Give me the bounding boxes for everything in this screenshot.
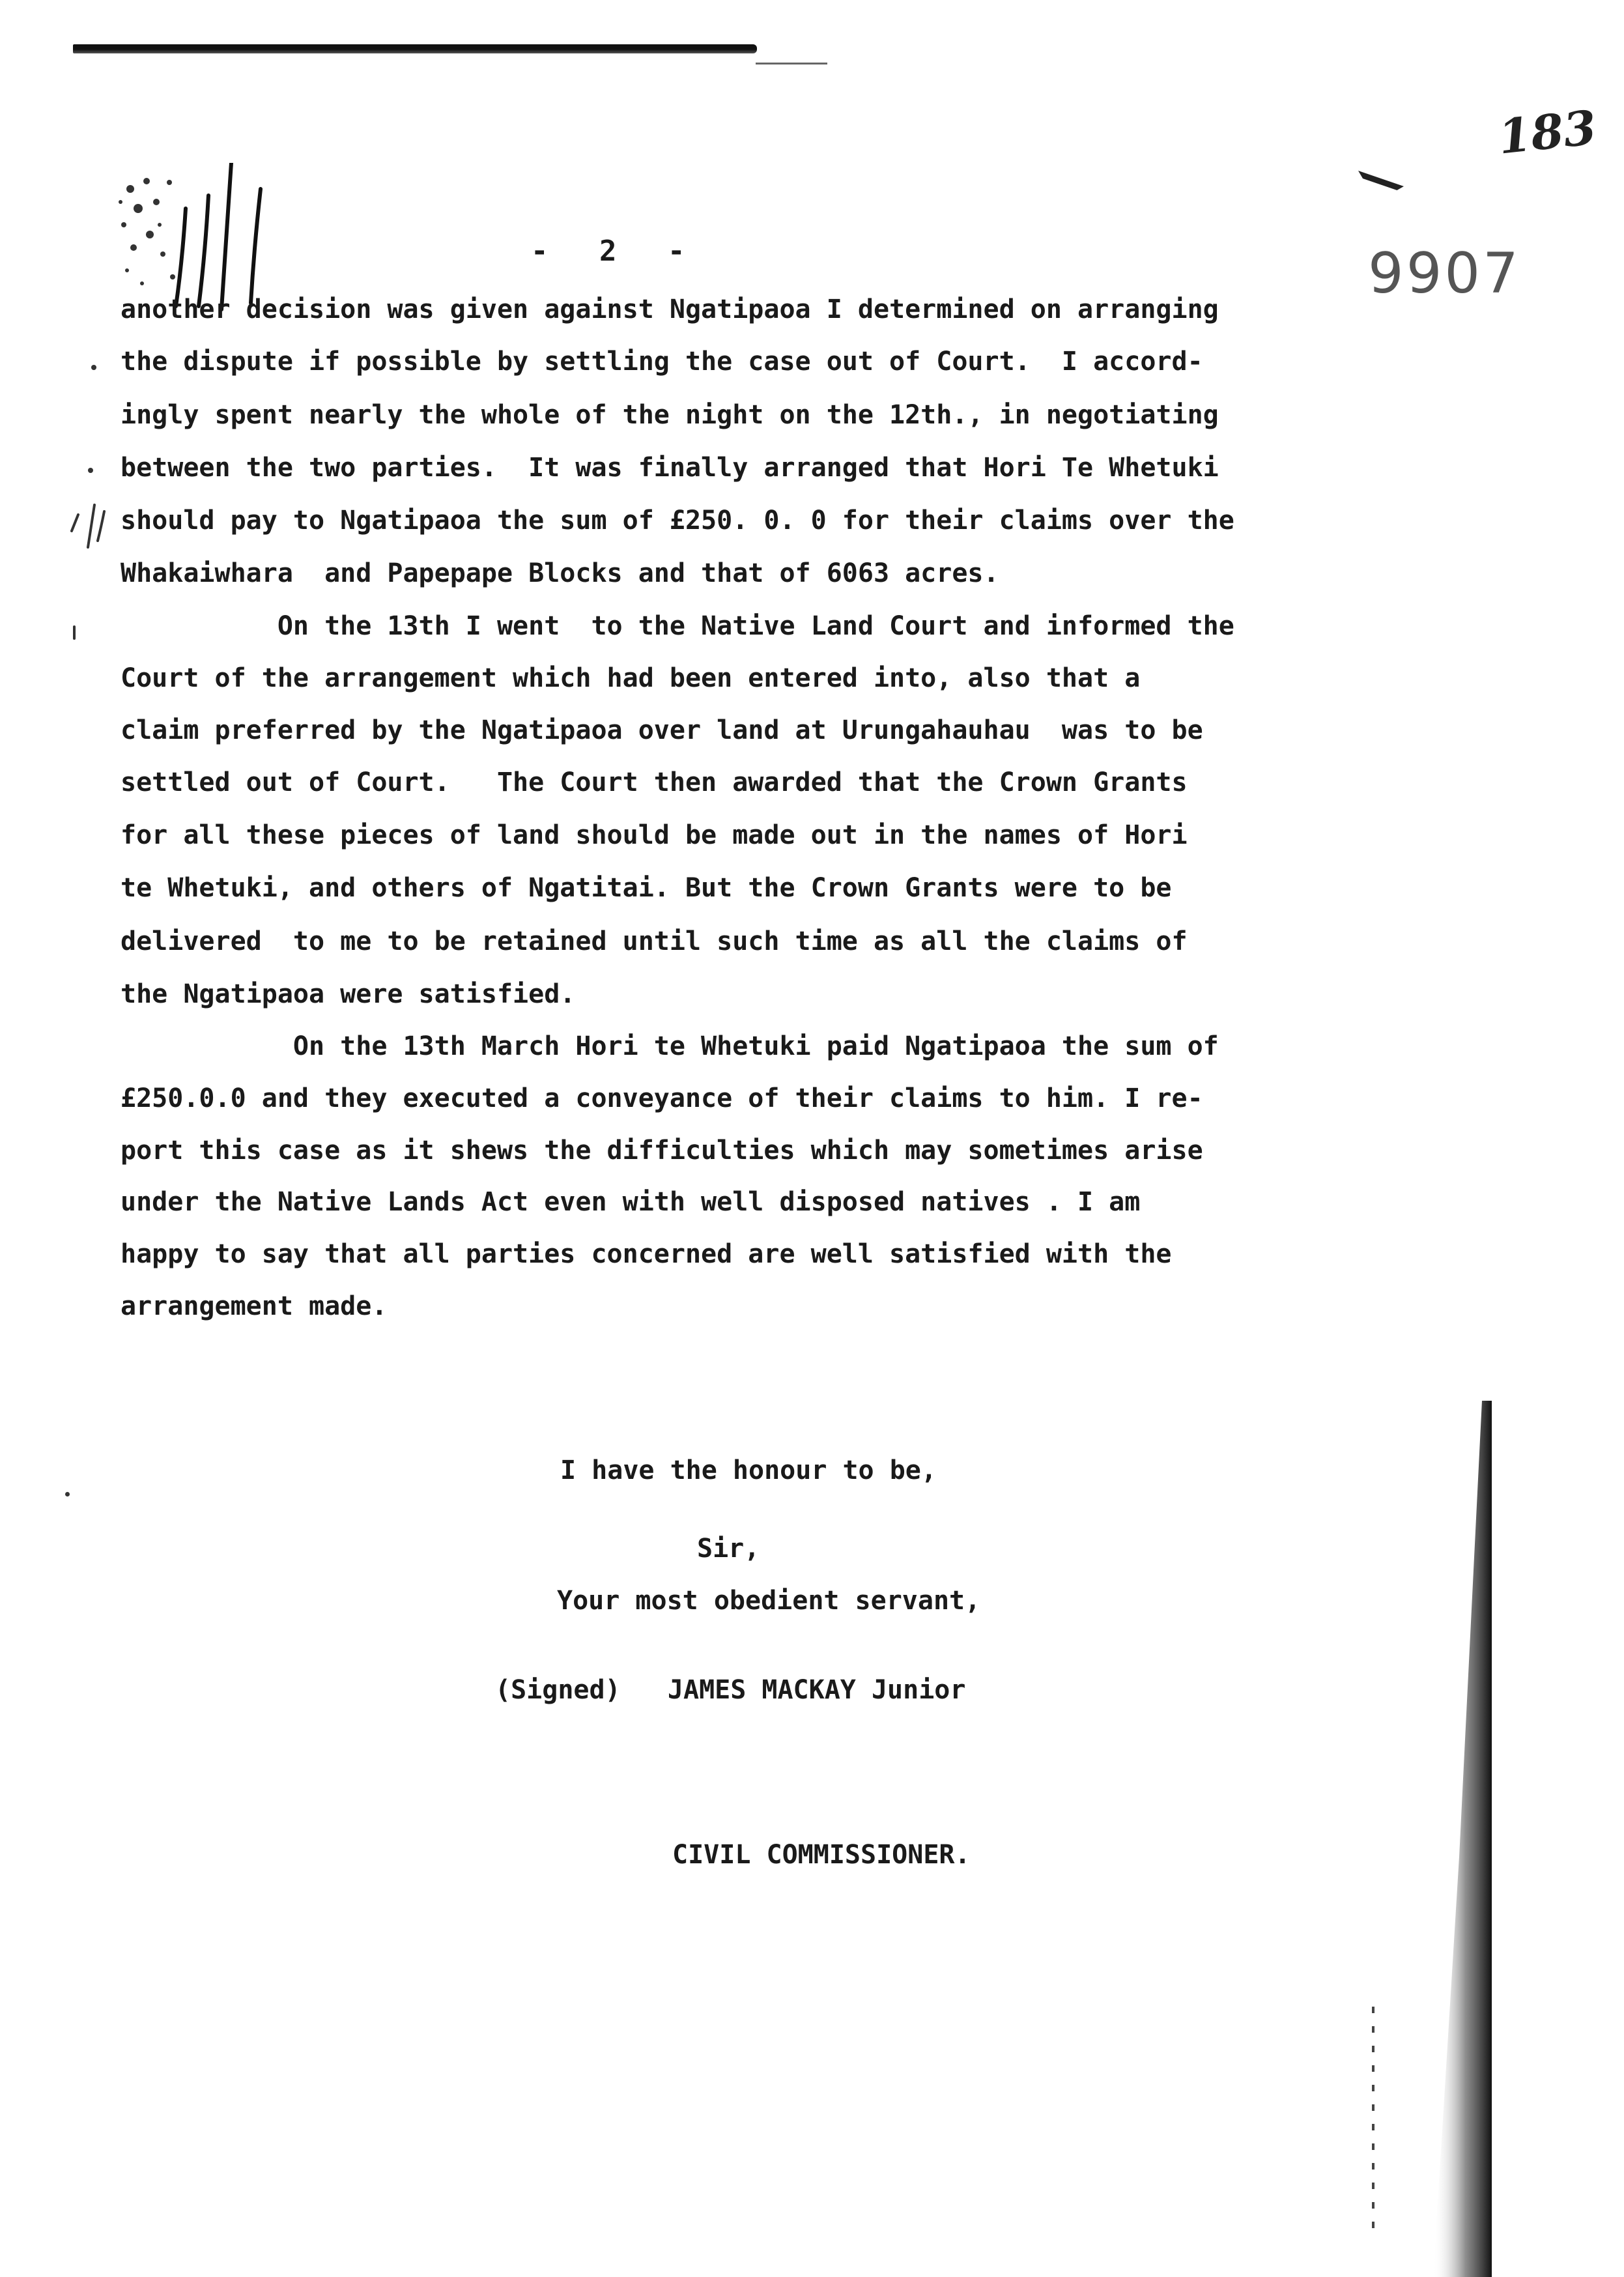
- body-line: settled out of Court. The Court then awarded that the Crown Grants: [121, 767, 1188, 797]
- body-line: te Whetuki, and others of Ngatitai. But the Crown Grants were to be: [121, 873, 1172, 903]
- body-line: £250.0.0 and they executed a conveyance of their claims to him. I re-: [121, 1083, 1203, 1113]
- body-line: the dispute if possible by settling the case out of Court. I accord-: [121, 347, 1203, 377]
- scan-dotted-edge: [1372, 2007, 1375, 2228]
- margin-speck: [88, 468, 93, 473]
- body-line: delivered to me to be retained until such time as all the claims of: [121, 926, 1188, 956]
- body-line: between the two parties. It was finally arranged that Hori Te Whetuki: [121, 453, 1219, 483]
- margin-speck: [65, 1492, 70, 1497]
- body-line: Whakaiwhara and Papepape Blocks and that of 6063 acres.: [121, 558, 999, 588]
- page-number: - 2 -: [531, 235, 702, 268]
- top-rule-tail: [756, 63, 827, 64]
- body-line: On the 13th I went to the Native Land Court and informed the: [121, 611, 1234, 641]
- body-line: Court of the arrangement which had been entered into, also that a: [121, 663, 1141, 693]
- top-rule: [73, 44, 757, 53]
- body-line: for all these pieces of land should be made out in the names of Hori: [121, 820, 1188, 850]
- closing-servant: Your most obedient servant,: [557, 1586, 981, 1616]
- body-line: should pay to Ngatipaoa the sum of £250. 0. 0 for their claims over the: [121, 506, 1234, 536]
- body-line: the Ngatipaoa were satisfied.: [121, 979, 576, 1009]
- closing-honour: I have the honour to be,: [560, 1455, 937, 1485]
- body-line: On the 13th March Hori te Whetuki paid Ngatipaoa the sum of: [121, 1031, 1219, 1061]
- body-line: ingly spent nearly the whole of the night on the 12th., in negotiating: [121, 400, 1219, 430]
- body-line: port this case as it shews the difficulties which may sometimes arise: [121, 1136, 1203, 1166]
- body-line: arrangement made.: [121, 1291, 388, 1321]
- ink-smudge: [111, 163, 306, 313]
- body-line: claim preferred by the Ngatipaoa over land at Urungahauhau was to be: [121, 715, 1203, 745]
- corner-mark: [1358, 171, 1404, 190]
- folio-number: 183: [1495, 99, 1599, 165]
- scan-edge-shadow: [1420, 1401, 1492, 2277]
- signature-line: (Signed) JAMES MACKAY Junior: [495, 1675, 966, 1705]
- margin-speck: [91, 365, 96, 370]
- signatory-title: CIVIL COMMISSIONER.: [672, 1840, 971, 1870]
- body-line: under the Native Lands Act even with well disposed natives . I am: [121, 1187, 1141, 1217]
- reference-number: 9907: [1368, 241, 1521, 306]
- body-line: another decision was given against Ngatipaoa I determined on arranging: [121, 294, 1219, 324]
- closing-salutation: Sir,: [697, 1534, 760, 1564]
- margin-speck: [73, 625, 76, 640]
- body-line: happy to say that all parties concerned are well satisfied with the: [121, 1239, 1172, 1269]
- margin-pencil-mark: [65, 502, 117, 554]
